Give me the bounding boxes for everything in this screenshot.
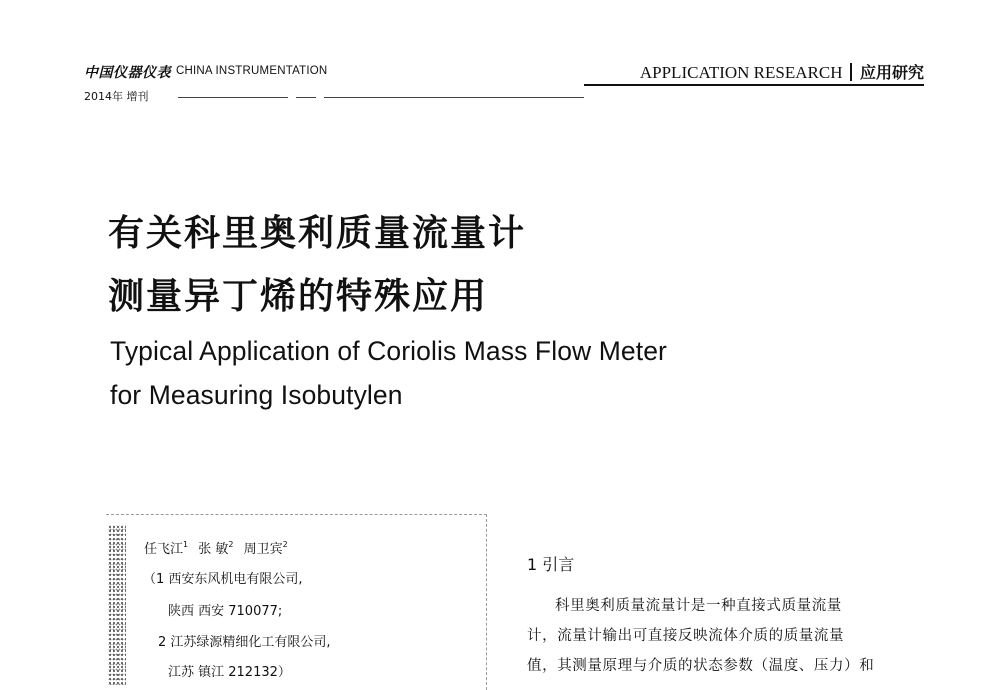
- section-title: 1 引言: [527, 555, 575, 574]
- author-name: 任飞江: [144, 542, 184, 557]
- author-affiliation-mark: 2: [282, 540, 288, 549]
- author-affiliation-mark: 2: [228, 540, 234, 549]
- author-affiliation-mark: 1: [183, 540, 189, 549]
- decorative-speckle-strip: [108, 525, 126, 685]
- author-name: 张 敏: [198, 542, 229, 557]
- body-paragraph-line: 计，流量计输出可直接反映流体介质的质量流量: [527, 628, 845, 644]
- section-name-en: APPLICATION RESEARCH: [639, 63, 843, 82]
- affiliation-line: 2 江苏绿源精细化工有限公司,: [158, 635, 331, 650]
- header-rule-mid: [324, 97, 584, 98]
- header-rule-dash: [296, 97, 316, 98]
- affiliation-line: （1 西安东风机电有限公司,: [143, 572, 303, 587]
- author-name: 周卫宾: [243, 542, 283, 557]
- header-rule-left: [178, 97, 288, 98]
- body-paragraph-line: 科里奥利质量流量计是一种直接式质量流量: [555, 598, 842, 614]
- section-name-cn: 应用研究: [859, 63, 924, 82]
- header-separator: [850, 63, 852, 81]
- title-cn-line1: 有关科里奥利质量流量计: [108, 213, 527, 254]
- title-en-line2: for Measuring Isobutylen: [110, 380, 403, 410]
- body-paragraph-line: 值，其测量原理与介质的状态参数（温度、压力）和: [527, 658, 875, 674]
- issue-label: 2014年 增刊: [84, 90, 149, 103]
- author-names: [144, 538, 294, 557]
- journal-name-cn: 中国仪器仪表: [84, 65, 171, 81]
- title-en-line1: Typical Application of Coriolis Mass Flow Meter: [110, 336, 667, 366]
- affiliation-line: 江苏 镇江 212132）: [168, 665, 291, 680]
- title-cn-line2: 测量异丁烯的特殊应用: [108, 276, 489, 317]
- section-header: [640, 60, 924, 83]
- header-rule-right: [584, 84, 924, 86]
- affiliation-line: 陕西 西安 710077;: [168, 604, 283, 619]
- journal-name-en: CHINA INSTRUMENTATION: [176, 65, 328, 77]
